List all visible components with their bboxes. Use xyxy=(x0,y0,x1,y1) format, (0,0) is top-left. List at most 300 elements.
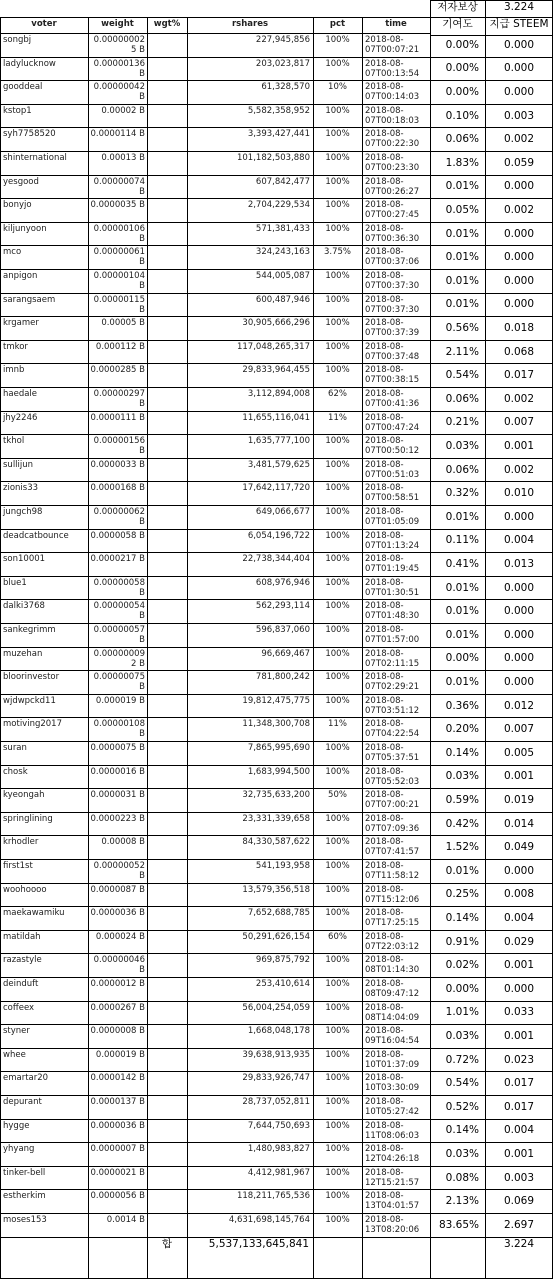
voter-name: tmkor xyxy=(3,341,28,352)
voter-name: matildah xyxy=(3,931,41,942)
rshares-value: 4,412,981,967 xyxy=(247,1167,310,1178)
vote-weight: 0.0000031 B xyxy=(90,790,145,801)
grid-line xyxy=(0,576,553,577)
steem-payout: 0.002 xyxy=(503,133,535,146)
vote-percent: 100% xyxy=(325,861,350,871)
vote-percent: 100% xyxy=(325,1002,350,1013)
vote-time: 2018-08-07T02:11:15 xyxy=(365,648,420,669)
voter-name: kstop1 xyxy=(3,105,32,116)
rshares-value: 7,652,688,785 xyxy=(247,908,310,919)
steem-payout: 0.000 xyxy=(503,605,535,618)
rshares-value: 3,481,579,625 xyxy=(247,459,310,470)
grid-line xyxy=(0,1166,553,1167)
grid-line xyxy=(0,175,553,176)
vote-percent: 100% xyxy=(325,672,350,683)
vote-percent: 62% xyxy=(328,389,347,399)
grid-line xyxy=(0,883,553,884)
vote-weight: 0.00013 B xyxy=(101,153,145,163)
contribution: 0.00% xyxy=(445,62,479,75)
vote-time: 2018-08-07T01:13:24 xyxy=(365,530,420,551)
contribution: 0.14% xyxy=(445,746,479,759)
vote-percent: 100% xyxy=(325,365,350,376)
vote-percent: 100% xyxy=(325,105,350,116)
rshares-value: 2,704,229,534 xyxy=(247,200,310,211)
grid-line xyxy=(0,17,553,18)
grid-line xyxy=(0,1213,553,1214)
steem-payout: 0.003 xyxy=(503,109,535,122)
rshares-value: 227,945,856 xyxy=(255,35,310,45)
voter-name: tkhol xyxy=(3,436,25,447)
vote-time: 2018-08-07T00:14:03 xyxy=(365,82,420,103)
voter-name: motiving2017 xyxy=(3,719,62,730)
contribution: 0.00% xyxy=(445,85,479,98)
rshares-value: 39,638,913,935 xyxy=(242,1049,310,1060)
steem-payout: 0.019 xyxy=(503,793,535,806)
contribution: 0.05% xyxy=(445,203,479,216)
vote-time: 2018-08-07T00:37:30 xyxy=(365,294,420,315)
rshares-value: 7,865,995,690 xyxy=(247,743,310,753)
contribution: 0.01% xyxy=(445,864,479,877)
vote-time: 2018-08-07T00:47:24 xyxy=(365,412,420,433)
vote-weight: 0.00000057 B xyxy=(93,625,145,645)
grid-line xyxy=(0,623,553,624)
steem-payout: 0.007 xyxy=(503,723,535,736)
grid-line xyxy=(0,245,553,246)
steem-payout: 0.000 xyxy=(503,38,535,51)
contribution: 0.91% xyxy=(445,935,479,948)
voter-name: deinduft xyxy=(3,979,39,989)
contribution: 0.08% xyxy=(445,1171,479,1184)
contribution: 0.01% xyxy=(445,675,479,688)
vote-time: 2018-08-07T02:29:21 xyxy=(365,672,420,693)
grid-line xyxy=(0,222,553,223)
vote-weight: 0.00000046 B xyxy=(93,955,145,976)
grid-line xyxy=(0,1189,553,1190)
steem-payout: 0.017 xyxy=(503,369,535,382)
contribution: 0.11% xyxy=(445,534,479,547)
contribution: 0.25% xyxy=(445,888,479,901)
steem-payout: 0.007 xyxy=(503,416,535,429)
vote-time: 2018-08-07T00:27:45 xyxy=(365,200,420,221)
vote-time: 2018-08-07T15:12:06 xyxy=(365,884,420,905)
rshares-value: 544,005,087 xyxy=(255,271,310,281)
rshares-value: 23,331,339,658 xyxy=(242,813,310,824)
vote-percent: 100% xyxy=(325,1049,350,1060)
grid-line xyxy=(0,529,553,530)
steem-payout: 0.003 xyxy=(503,1171,535,1184)
steem-payout: 0.069 xyxy=(503,1195,535,1208)
rshares-value: 5,582,358,952 xyxy=(247,105,310,116)
vote-time: 2018-08-07T00:58:51 xyxy=(365,483,420,504)
contribution: 0.56% xyxy=(445,321,479,334)
vote-weight: 0.00000156 B xyxy=(93,436,145,457)
vote-percent: 100% xyxy=(325,1026,350,1037)
steem-payout: 0.005 xyxy=(503,746,535,759)
voter-name: mco xyxy=(3,247,22,258)
grid-line xyxy=(485,0,486,17)
voter-name: razastyle xyxy=(3,955,42,966)
contribution: 0.03% xyxy=(445,439,479,452)
vote-percent: 60% xyxy=(328,931,347,942)
contribution: 0.01% xyxy=(445,274,479,287)
voter-name: hygge xyxy=(3,1120,30,1131)
vote-percent: 100% xyxy=(325,648,350,659)
vote-percent: 100% xyxy=(325,483,350,494)
contribution: 0.03% xyxy=(445,1029,479,1042)
voter-name: dalki3768 xyxy=(3,601,45,612)
steem-payout: 2.697 xyxy=(503,1218,535,1231)
grid-line xyxy=(0,812,553,813)
vote-percent: 100% xyxy=(325,1120,350,1131)
vote-weight: 0.0000035 B xyxy=(90,200,145,211)
voter-name: songbj xyxy=(3,35,32,45)
rshares-value: 29,833,964,455 xyxy=(242,365,310,376)
vote-time: 2018-08-07T11:58:12 xyxy=(365,861,420,881)
contribution: 0.42% xyxy=(445,817,479,830)
vote-percent: 100% xyxy=(325,1073,350,1084)
vote-percent: 100% xyxy=(325,1097,350,1107)
grid-line xyxy=(0,151,553,152)
vote-weight: 0.000112 B xyxy=(95,341,145,352)
steem-payout: 0.001 xyxy=(503,1147,535,1160)
contribution: 2.11% xyxy=(445,345,479,358)
rshares-value: 1,668,048,178 xyxy=(247,1026,310,1037)
voter-name: jungch98 xyxy=(3,507,43,517)
rshares-value: 56,004,254,059 xyxy=(242,1002,310,1013)
vote-percent: 50% xyxy=(328,790,347,801)
vote-percent: 100% xyxy=(325,294,350,305)
vote-time: 2018-08-07T00:37:06 xyxy=(365,247,420,268)
column-header-weight: weight xyxy=(101,19,134,29)
grid-line xyxy=(0,717,553,718)
contribution: 0.20% xyxy=(445,723,479,736)
rshares-value: 1,683,994,500 xyxy=(247,766,310,777)
contribution: 0.72% xyxy=(445,1053,479,1066)
contribution: 0.21% xyxy=(445,416,479,429)
vote-weight: 0.00000074 B xyxy=(93,176,145,197)
rshares-value: 22,738,344,404 xyxy=(242,554,310,565)
steem-payout: 0.033 xyxy=(503,1006,535,1019)
steem-payout: 0.010 xyxy=(503,487,535,500)
contribution: 0.00% xyxy=(445,38,479,51)
rshares-value: 13,579,356,518 xyxy=(242,884,310,895)
vote-time: 2018-08-07T07:41:57 xyxy=(365,837,420,858)
steem-payout: 0.023 xyxy=(503,1053,535,1066)
vote-time: 2018-08-07T00:37:48 xyxy=(365,341,420,362)
grid-line xyxy=(0,1237,553,1238)
contribution: 0.03% xyxy=(445,770,479,783)
steem-payout: 0.000 xyxy=(503,864,535,877)
vote-time: 2018-08-07T00:37:39 xyxy=(365,318,420,339)
grid-line xyxy=(0,340,553,341)
contribution: 0.06% xyxy=(445,392,479,405)
rshares-value: 17,642,117,720 xyxy=(242,483,310,494)
vote-weight: 0.000000025 B xyxy=(93,35,145,55)
voter-name: gooddeal xyxy=(3,82,43,93)
vote-time: 2018-08-12T15:21:57 xyxy=(365,1167,420,1188)
contribution: 0.01% xyxy=(445,581,479,594)
vote-weight: 0.0000033 B xyxy=(90,459,145,470)
grid-line xyxy=(0,930,553,931)
steem-payout: 0.000 xyxy=(503,628,535,641)
grid-line xyxy=(430,0,431,17)
vote-weight: 0.0000016 B xyxy=(90,766,145,777)
grid-line xyxy=(0,670,553,671)
vote-weight: 0.0014 B xyxy=(106,1215,145,1225)
rshares-value: 117,048,265,317 xyxy=(236,341,310,352)
steem-payout: 0.013 xyxy=(503,557,535,570)
vote-weight: 0.0000114 B xyxy=(90,129,145,140)
vote-percent: 100% xyxy=(325,35,350,45)
vote-percent: 100% xyxy=(325,271,350,281)
vote-time: 2018-08-07T00:26:27 xyxy=(365,176,420,197)
vote-time: 2018-08-07T01:57:00 xyxy=(365,625,420,645)
vote-weight: 0.00000052 B xyxy=(93,861,145,881)
contribution: 83.65% xyxy=(438,1218,479,1231)
grid-line xyxy=(0,765,553,766)
vote-percent: 100% xyxy=(325,530,350,541)
contribution: 1.52% xyxy=(445,841,479,854)
voter-name: blue1 xyxy=(3,577,27,588)
rshares-value: 4,631,698,145,764 xyxy=(228,1215,310,1225)
rshares-value: 6,054,196,722 xyxy=(247,530,310,541)
vote-weight: 0.0000012 B xyxy=(90,979,145,989)
rshares-value: 203,023,817 xyxy=(255,58,310,69)
vote-weight: 0.0000285 B xyxy=(90,365,145,376)
vote-time: 2018-08-07T01:19:45 xyxy=(365,554,420,575)
rshares-value: 969,875,792 xyxy=(255,955,310,966)
voter-name: tinker-bell xyxy=(3,1167,46,1178)
vote-time: 2018-08-13T08:20:06 xyxy=(365,1215,420,1235)
rshares-value: 11,348,300,708 xyxy=(242,719,310,730)
voter-name: chosk xyxy=(3,766,28,777)
contribution: 0.00% xyxy=(445,982,479,995)
vote-weight: 0.000019 B xyxy=(95,695,145,706)
vote-time: 2018-08-08T01:14:30 xyxy=(365,955,420,976)
vote-weight: 0.00000061 B xyxy=(93,247,145,268)
vote-weight: 0.00002 B xyxy=(101,105,145,116)
voter-name: shinternational xyxy=(3,153,67,163)
vote-percent: 100% xyxy=(325,1144,350,1155)
grid-line xyxy=(362,17,363,1279)
vote-time: 2018-08-07T01:48:30 xyxy=(365,601,420,622)
vote-weight: 0.0000087 B xyxy=(90,884,145,895)
grid-line xyxy=(0,57,553,58)
rshares-value: 571,381,433 xyxy=(255,223,310,234)
grid-line xyxy=(0,387,553,388)
grid-line xyxy=(0,741,553,742)
vote-weight: 0.0000168 B xyxy=(90,483,145,494)
vote-percent: 100% xyxy=(325,695,350,706)
contribution: 0.01% xyxy=(445,227,479,240)
voter-name: suran xyxy=(3,743,27,753)
steem-payout: 0.000 xyxy=(503,652,535,665)
rshares-value: 19,812,475,775 xyxy=(242,695,310,706)
contribution: 0.14% xyxy=(445,1124,479,1137)
voter-name: wjdwpckd11 xyxy=(3,695,56,706)
grid-line xyxy=(0,17,1,1279)
grid-line xyxy=(430,0,553,1)
vote-time: 2018-08-07T07:09:36 xyxy=(365,813,420,834)
steem-payout: 0.018 xyxy=(503,321,535,334)
grid-line xyxy=(0,694,553,695)
voter-name: emartar20 xyxy=(3,1073,49,1084)
vote-percent: 10% xyxy=(328,82,347,93)
vote-time: 2018-08-07T17:25:15 xyxy=(365,908,420,929)
grid-line xyxy=(0,293,553,294)
vote-time: 2018-08-13T04:01:57 xyxy=(365,1191,420,1212)
vote-percent: 100% xyxy=(325,1167,350,1178)
vote-weight: 0.0000021 B xyxy=(90,1167,145,1178)
steem-header: 지급 STEEM xyxy=(489,18,549,30)
voter-name: bloorinvestor xyxy=(3,672,60,683)
voter-name: imnb xyxy=(3,365,25,376)
vote-time: 2018-08-07T03:51:12 xyxy=(365,695,420,716)
grid-line xyxy=(0,1024,553,1025)
contribution: 0.01% xyxy=(445,628,479,641)
voter-name: woohoooo xyxy=(3,884,47,895)
grid-line xyxy=(0,835,553,836)
rshares-value: 32,735,633,200 xyxy=(242,790,310,801)
voter-name: coffeex xyxy=(3,1002,35,1013)
vote-percent: 100% xyxy=(325,507,350,517)
grid-line xyxy=(485,17,486,1279)
steem-payout: 0.000 xyxy=(503,251,535,264)
sum-label: 합 xyxy=(161,1237,173,1250)
voter-name: muzehan xyxy=(3,648,43,659)
steem-payout: 0.000 xyxy=(503,85,535,98)
vote-weight: 0.0000223 B xyxy=(90,813,145,824)
grid-line xyxy=(0,269,553,270)
vote-percent: 100% xyxy=(325,908,350,919)
voter-name: ladylucknow xyxy=(3,58,56,69)
rshares-value: 101,182,503,880 xyxy=(236,153,310,163)
rshares-value: 541,193,958 xyxy=(255,861,310,871)
vote-weight: 0.000000092 B xyxy=(93,648,145,669)
grid-line xyxy=(147,17,148,1279)
voter-name: springlining xyxy=(3,813,53,824)
steem-payout: 0.000 xyxy=(503,62,535,75)
grid-line xyxy=(0,363,553,364)
vote-weight: 0.00005 B xyxy=(101,318,145,329)
voter-name: krhodler xyxy=(3,837,39,848)
steem-payout: 0.014 xyxy=(503,817,535,830)
vote-percent: 100% xyxy=(325,200,350,211)
vote-time: 2018-08-07T00:07:21 xyxy=(365,35,420,55)
vote-weight: 0.000024 B xyxy=(95,931,145,942)
steem-payout: 0.002 xyxy=(503,203,535,216)
voter-name: haedale xyxy=(3,389,38,399)
vote-time: 2018-08-10T05:27:42 xyxy=(365,1097,420,1117)
grid-line xyxy=(0,977,553,978)
rshares-value: 1,635,777,100 xyxy=(247,436,310,447)
steem-payout: 0.000 xyxy=(503,227,535,240)
column-header-time: time xyxy=(385,19,407,29)
vote-weight: 0.0000008 B xyxy=(90,1026,145,1037)
grid-line xyxy=(0,104,553,105)
voter-name: kyeongah xyxy=(3,790,45,801)
contrib-header: 기여도 xyxy=(442,18,473,30)
rshares-value: 50,291,626,154 xyxy=(242,931,310,942)
voter-name: yesgood xyxy=(3,176,39,187)
steem-payout: 0.000 xyxy=(503,982,535,995)
grid-line xyxy=(88,17,89,1279)
vote-weight: 0.000019 B xyxy=(95,1049,145,1060)
rshares-value: 61,328,570 xyxy=(261,82,310,93)
vote-weight: 0.0000036 B xyxy=(90,1120,145,1131)
rshares-value: 3,393,427,441 xyxy=(247,129,310,140)
voter-name: moses153 xyxy=(3,1215,47,1225)
grid-line xyxy=(0,552,553,553)
grid-line xyxy=(430,35,553,36)
grid-line xyxy=(0,1048,553,1049)
steem-payout: 0.008 xyxy=(503,888,535,901)
vote-percent: 100% xyxy=(325,58,350,69)
grid-line xyxy=(0,953,553,954)
voter-name: sankegrimm xyxy=(3,625,56,635)
grid-line xyxy=(0,859,553,860)
voter-name: krgamer xyxy=(3,318,39,329)
column-header-rshares: rshares xyxy=(231,19,269,29)
vote-time: 2018-08-11T08:06:03 xyxy=(365,1120,420,1141)
vote-percent: 100% xyxy=(325,577,350,588)
contribution: 0.01% xyxy=(445,251,479,264)
vote-percent: 100% xyxy=(325,837,350,848)
vote-weight: 0.00000042 B xyxy=(93,82,145,103)
vote-time: 2018-08-08T09:47:12 xyxy=(365,979,420,999)
vote-weight: 0.0000058 B xyxy=(90,530,145,541)
steem-payout: 0.004 xyxy=(503,911,535,924)
steem-payout: 0.059 xyxy=(503,156,535,169)
contribution: 0.01% xyxy=(445,298,479,311)
voter-name: styner xyxy=(3,1026,30,1037)
vote-time: 2018-08-07T00:18:03 xyxy=(365,105,420,126)
vote-weight: 0.0000111 B xyxy=(90,412,145,423)
vote-percent: 100% xyxy=(325,341,350,352)
rshares-value: 608,976,946 xyxy=(255,577,310,588)
vote-percent: 100% xyxy=(325,129,350,140)
rshares-value: 324,243,163 xyxy=(255,247,310,258)
steem-payout: 0.004 xyxy=(503,1124,535,1137)
rshares-value: 600,487,946 xyxy=(255,294,310,305)
rshares-value: 562,293,114 xyxy=(255,601,310,612)
grid-line xyxy=(0,1142,553,1143)
vote-weight: 0.00000054 B xyxy=(93,601,145,622)
author-reward-label: 저자보상 xyxy=(437,1,478,13)
vote-weight: 0.0000007 B xyxy=(90,1144,145,1155)
voter-name: yhyang xyxy=(3,1144,35,1155)
grid-line xyxy=(430,17,431,1279)
vote-percent: 100% xyxy=(325,979,350,989)
vote-percent: 100% xyxy=(325,176,350,187)
vote-weight: 0.00000106 B xyxy=(93,223,145,244)
rshares-total: 5,537,133,645,841 xyxy=(208,1237,309,1250)
grid-line xyxy=(0,458,553,459)
voter-name: anpigon xyxy=(3,271,38,281)
contribution: 2.13% xyxy=(445,1195,479,1208)
contribution: 0.01% xyxy=(445,510,479,523)
steem-payout: 0.012 xyxy=(503,699,535,712)
rshares-value: 30,905,666,296 xyxy=(242,318,310,329)
column-header-voter: voter xyxy=(31,19,57,29)
vote-percent: 11% xyxy=(328,412,347,423)
vote-time: 2018-08-07T00:36:30 xyxy=(365,223,420,244)
grid-line xyxy=(0,198,553,199)
vote-percent: 100% xyxy=(325,436,350,447)
rshares-value: 649,066,677 xyxy=(255,507,310,517)
vote-time: 2018-08-12T04:26:18 xyxy=(365,1144,420,1165)
rshares-value: 781,800,242 xyxy=(255,672,310,683)
